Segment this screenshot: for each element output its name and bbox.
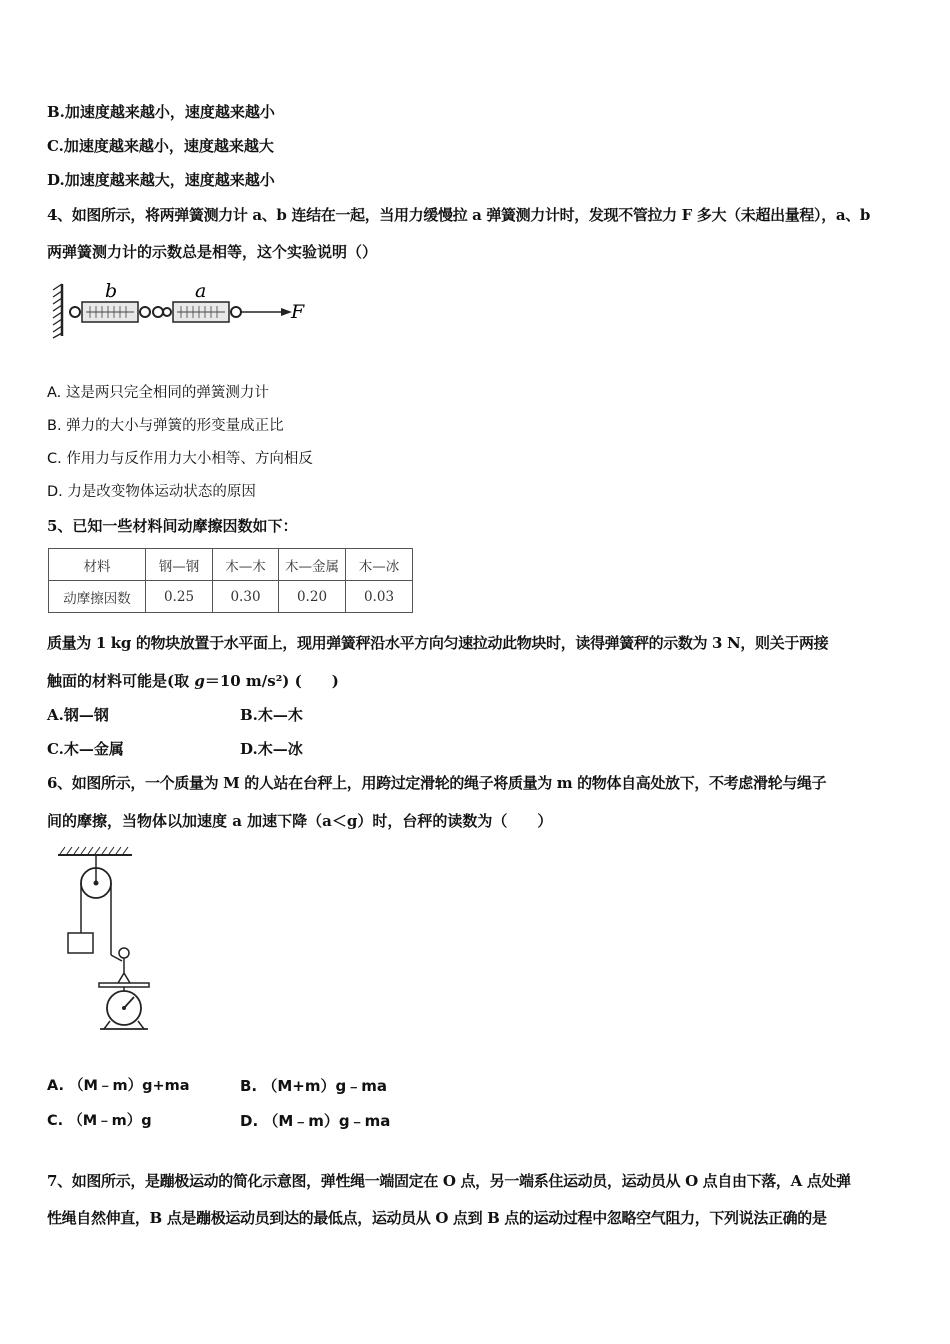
q7-stem-line1: 7、如图所示，是蹦极运动的简化示意图，弹性绳一端固定在 O 点，另一端系住运动员，运动员从 O 点自由下落，A 点处弹 [47,1172,851,1190]
q5-stem: 5、已知一些材料间动摩擦因数如下： [47,517,298,535]
q5-option-a: A.钢—钢 [47,706,109,724]
q3-option-c: C.加速度越来越小，速度越来越大 [47,137,274,155]
q6-option-d: D. （M﹣m）g﹣ma [240,1112,391,1130]
q6-option-b: B. （M+m）g﹣ma [240,1077,387,1095]
table-cell: 0.25 [146,581,213,613]
q6-option-a: A. （M﹣m）g+ma [47,1078,190,1094]
table-cell: 0.03 [346,581,413,613]
table-header-row [49,549,413,581]
q5-option-c: C.木—金属 [47,740,124,758]
table-cell: 0.20 [279,581,346,613]
q5-text-line2-post: ＝10 m/s²) ( ) [204,672,339,690]
q5-text-line2 [47,671,339,691]
q3-option-b: B.加速度越来越小，速度越来越小 [47,103,275,121]
q4-option-d: D. 力是改变物体运动状态的原因 [47,484,256,500]
q4-option-a: A. 这是两只完全相同的弹簧测力计 [47,385,269,401]
q4-stem-line1: 4、如图所示，将两弹簧测力计 a、b 连结在一起，当用力缓慢拉 a 弹簧测力计时，发现不管拉力 F 多大（未超出量程），a、b [47,206,871,224]
table-cell: 0.30 [213,581,279,613]
q5-option-d: D.木—冰 [240,740,303,758]
table-header-cell: 钢—钢 [146,549,213,581]
q6-option-c: C. （M﹣m）g [47,1113,152,1129]
table-header-cell: 木—金属 [279,549,346,581]
friction-coefficient-table [48,548,413,613]
q4-stem-line2: 两弹簧测力计的示数总是相等，这个实验说明（） [47,243,378,261]
g-symbol: g [194,672,205,690]
label-a: a [195,280,207,302]
q3-option-d: D.加速度越来越大，速度越来越小 [47,171,275,189]
table-header-cell: 木—冰 [346,549,413,581]
label-f: F [291,301,305,323]
q6-stem-line2: 间的摩擦，当物体以加速度 a 加速下降（a＜g）时，台秤的读数为（ ） [47,812,553,830]
q4-option-c: C. 作用力与反作用力大小相等、方向相反 [47,451,313,467]
label-b: b [105,280,118,302]
q5-option-b: B.木—木 [240,706,303,724]
q5-text-line1: 质量为 1 kg 的物块放置于水平面上，现用弹簧秤沿水平方向匀速拉动此物块时，读得弹簧秤的示数为 3 N，则关于两接 [47,634,829,652]
q7-stem-line2: 性绳自然伸直，B 点是蹦极运动员到达的最低点，运动员从 O 点到 B 点的运动过程中忽略空气阻力，下列说法正确的是 [47,1209,827,1227]
q4-spring-scales-figure [48,280,318,340]
q5-text-line2-pre: 触面的材料可能是(取 [47,672,195,690]
q6-pulley-scale-figure [52,845,172,1035]
q6-stem-line1: 6、如图所示，一个质量为 M 的人站在台秤上，用跨过定滑轮的绳子将质量为 m 的物体自高处放下，不考虑滑轮与绳子 [47,774,827,792]
table-cell: 动摩擦因数 [49,581,146,613]
table-header-cell: 材料 [49,549,146,581]
q4-option-b: B. 弹力的大小与弹簧的形变量成正比 [47,418,284,434]
table-header-cell: 木—木 [213,549,279,581]
table-row [49,581,413,613]
